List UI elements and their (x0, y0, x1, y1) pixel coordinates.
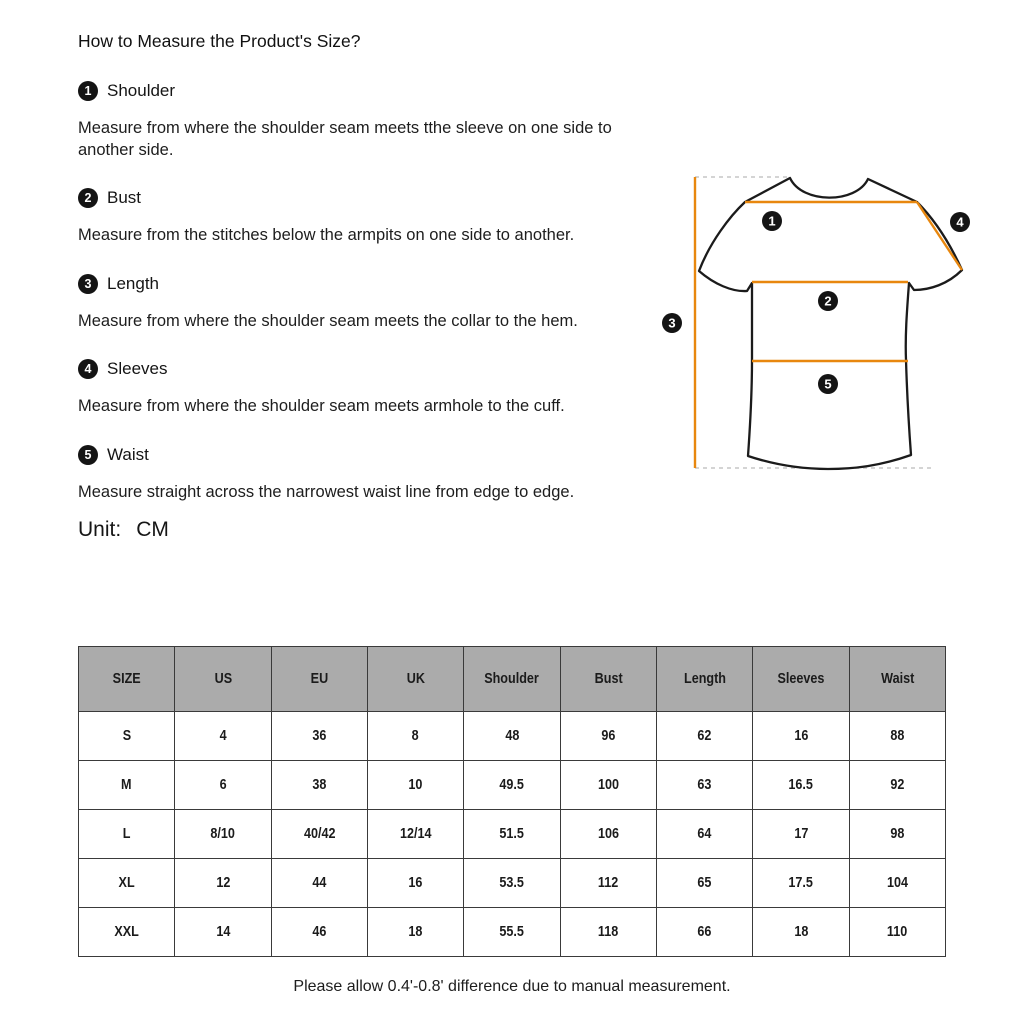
measure-sections (78, 81, 638, 503)
measure-section-bust (78, 188, 638, 247)
step-number-badge: 5 (78, 445, 98, 465)
section-description: Measure straight across the narrowest waist line from edge to edge. (78, 482, 575, 501)
table-cell (560, 761, 656, 810)
section-label: Length (107, 273, 159, 293)
section-description: Measure from where the shoulder seam meets armhole to the cuff. (78, 397, 565, 415)
cell-text: 53.5 (499, 874, 525, 891)
table-cell (656, 712, 752, 761)
cell-text: 10 (408, 776, 423, 793)
cell-text: 4 (219, 727, 227, 744)
marker-sleeves (950, 212, 970, 232)
header-cell-text: UK (406, 670, 425, 687)
tshirt-outline (699, 178, 962, 469)
table-cell (560, 908, 656, 957)
table-cell (464, 810, 560, 859)
cell-text: 8 (412, 727, 420, 744)
cell-text: L (122, 825, 131, 842)
cell-text: 63 (697, 776, 712, 793)
marker-shoulder (762, 211, 782, 231)
cell-text: XXL (114, 923, 139, 940)
table-cell (753, 712, 849, 761)
marker-2-number: 2 (824, 293, 832, 309)
size-table-header-cell (849, 647, 945, 712)
section-heading (78, 445, 638, 465)
section-description: Measure from where the shoulder seam meets the collar to the hem. (78, 311, 578, 330)
table-cell (175, 810, 271, 859)
table-cell (175, 908, 271, 957)
cell-text: 36 (312, 727, 327, 744)
marker-waist (818, 374, 838, 394)
table-row (79, 908, 946, 957)
section-description: Measure from where the shoulder seam meets tthe sleeve on one side to another side. (78, 119, 612, 159)
table-cell (849, 761, 945, 810)
table-cell (656, 761, 752, 810)
header-cell-text: Length (683, 670, 726, 687)
cell-text: 48 (504, 727, 519, 744)
cell-text: 62 (697, 727, 712, 744)
table-cell (367, 908, 463, 957)
cell-text: M (121, 776, 132, 793)
table-row (79, 712, 946, 761)
step-number-badge: 3 (78, 274, 98, 294)
size-table-header-cell (560, 647, 656, 712)
table-cell (175, 859, 271, 908)
footer-note: Please allow 0.4'-0.8' difference due to manual measurement. (293, 978, 731, 995)
table-row (79, 810, 946, 859)
cell-text: S (122, 727, 131, 744)
table-cell (175, 761, 271, 810)
table-cell (464, 712, 560, 761)
table-cell (849, 712, 945, 761)
section-description: Measure from the stitches below the armpits on one side to another. (78, 226, 575, 244)
section-label: Bust (107, 188, 142, 207)
header-cell-text: Sleeves (777, 670, 825, 687)
marker-4-number: 4 (956, 214, 964, 230)
cell-text: 40/42 (303, 825, 336, 842)
table-cell (271, 908, 367, 957)
size-table (78, 646, 946, 957)
tshirt-measure-diagram (640, 160, 1024, 490)
table-cell (753, 810, 849, 859)
size-table-header-cell (175, 647, 271, 712)
table-row (79, 761, 946, 810)
marker-5-number: 5 (824, 376, 832, 392)
cell-text: 65 (697, 874, 712, 891)
cell-text: 106 (597, 825, 619, 842)
table-cell (175, 712, 271, 761)
table-cell (560, 810, 656, 859)
table-cell (560, 859, 656, 908)
cell-text: 98 (890, 825, 905, 842)
cell-text: 17.5 (788, 874, 814, 891)
cell-text: 51.5 (499, 825, 525, 842)
marker-length (662, 313, 682, 333)
cell-text: 66 (697, 923, 712, 940)
step-number-badge: 2 (78, 188, 98, 208)
table-cell (849, 810, 945, 859)
size-table-header-cell (79, 647, 175, 712)
size-label-cell (79, 908, 175, 957)
table-cell (560, 712, 656, 761)
header-cell-text: Shoulder (484, 670, 540, 687)
tshirt-diagram-svg (640, 160, 1024, 490)
cell-text: 38 (312, 776, 327, 793)
cell-text: 12 (215, 874, 230, 891)
header-cell-text: Waist (880, 670, 914, 687)
measure-section-waist (78, 445, 638, 504)
table-cell (753, 761, 849, 810)
table-cell (271, 761, 367, 810)
table-cell (656, 908, 752, 957)
size-label-cell (79, 859, 175, 908)
table-cell (367, 810, 463, 859)
table-cell (367, 859, 463, 908)
cell-text: 118 (598, 923, 619, 940)
cell-text: 6 (219, 776, 227, 793)
step-number-badge: 1 (78, 81, 98, 101)
cell-text: 17 (793, 825, 808, 842)
size-label-cell (79, 712, 175, 761)
size-label-cell (79, 810, 175, 859)
cell-text: XL (118, 874, 135, 891)
measure-section-shoulder (78, 81, 638, 161)
size-table-header-cell (271, 647, 367, 712)
table-cell (464, 859, 560, 908)
header-cell-text: SIZE (112, 670, 141, 687)
table-cell (271, 810, 367, 859)
cell-text: 104 (886, 874, 908, 891)
size-table-header-cell (753, 647, 849, 712)
cell-text: 55.5 (499, 923, 525, 940)
section-heading (78, 359, 638, 379)
cell-text: 16 (793, 727, 808, 744)
cell-text: 12/14 (399, 825, 432, 842)
cell-text: 16 (408, 874, 423, 891)
unit-row (78, 518, 638, 542)
header-cell-text: US (214, 670, 232, 687)
cell-text: 64 (697, 825, 712, 842)
table-cell (367, 712, 463, 761)
cell-text: 49.5 (499, 776, 525, 793)
cell-text: 14 (215, 923, 230, 940)
cell-text: 18 (793, 923, 808, 940)
size-label-cell (79, 761, 175, 810)
size-table-header-cell (464, 647, 560, 712)
table-cell (464, 761, 560, 810)
size-table-body (79, 712, 946, 957)
cell-text: 100 (597, 776, 619, 793)
marker-3-number: 3 (668, 315, 676, 331)
cell-text: 16.5 (788, 776, 814, 793)
cell-text: 88 (890, 727, 905, 744)
measure-section-sleeves (78, 359, 638, 418)
measure-section-length (78, 274, 638, 333)
section-label: Sleeves (107, 359, 168, 378)
table-cell (271, 712, 367, 761)
section-label: Shoulder (107, 81, 176, 100)
cell-text: 110 (887, 923, 908, 940)
table-cell (271, 859, 367, 908)
cell-text: 44 (312, 874, 327, 891)
table-cell (367, 761, 463, 810)
size-table-header-cell (656, 647, 752, 712)
table-row (79, 859, 946, 908)
size-table-head (79, 647, 946, 712)
section-heading (78, 188, 638, 208)
cell-text: 112 (598, 874, 619, 891)
cell-text: 46 (312, 923, 327, 940)
section-label: Waist (107, 444, 149, 464)
table-cell (849, 908, 945, 957)
unit-value: CM (136, 518, 169, 541)
table-cell (464, 908, 560, 957)
unit-label: Unit: (78, 518, 122, 541)
size-table-header-cell (367, 647, 463, 712)
page-title: How to Measure the Product's Size? (78, 31, 361, 51)
table-cell (656, 810, 752, 859)
table-cell (849, 859, 945, 908)
header-cell-text: EU (310, 670, 329, 687)
size-table-header-row (79, 647, 946, 712)
header-cell-text: Bust (594, 670, 623, 687)
section-heading (78, 81, 638, 101)
cell-text: 18 (408, 923, 423, 940)
instructions-column (78, 30, 638, 542)
marker-1-number: 1 (768, 213, 776, 229)
cell-text: 8/10 (210, 825, 236, 842)
table-cell (656, 859, 752, 908)
table-cell (753, 908, 849, 957)
marker-bust (818, 291, 838, 311)
cell-text: 92 (890, 776, 905, 793)
cell-text: 96 (601, 727, 616, 744)
section-heading (78, 274, 638, 294)
step-number-badge: 4 (78, 359, 98, 379)
table-cell (753, 859, 849, 908)
